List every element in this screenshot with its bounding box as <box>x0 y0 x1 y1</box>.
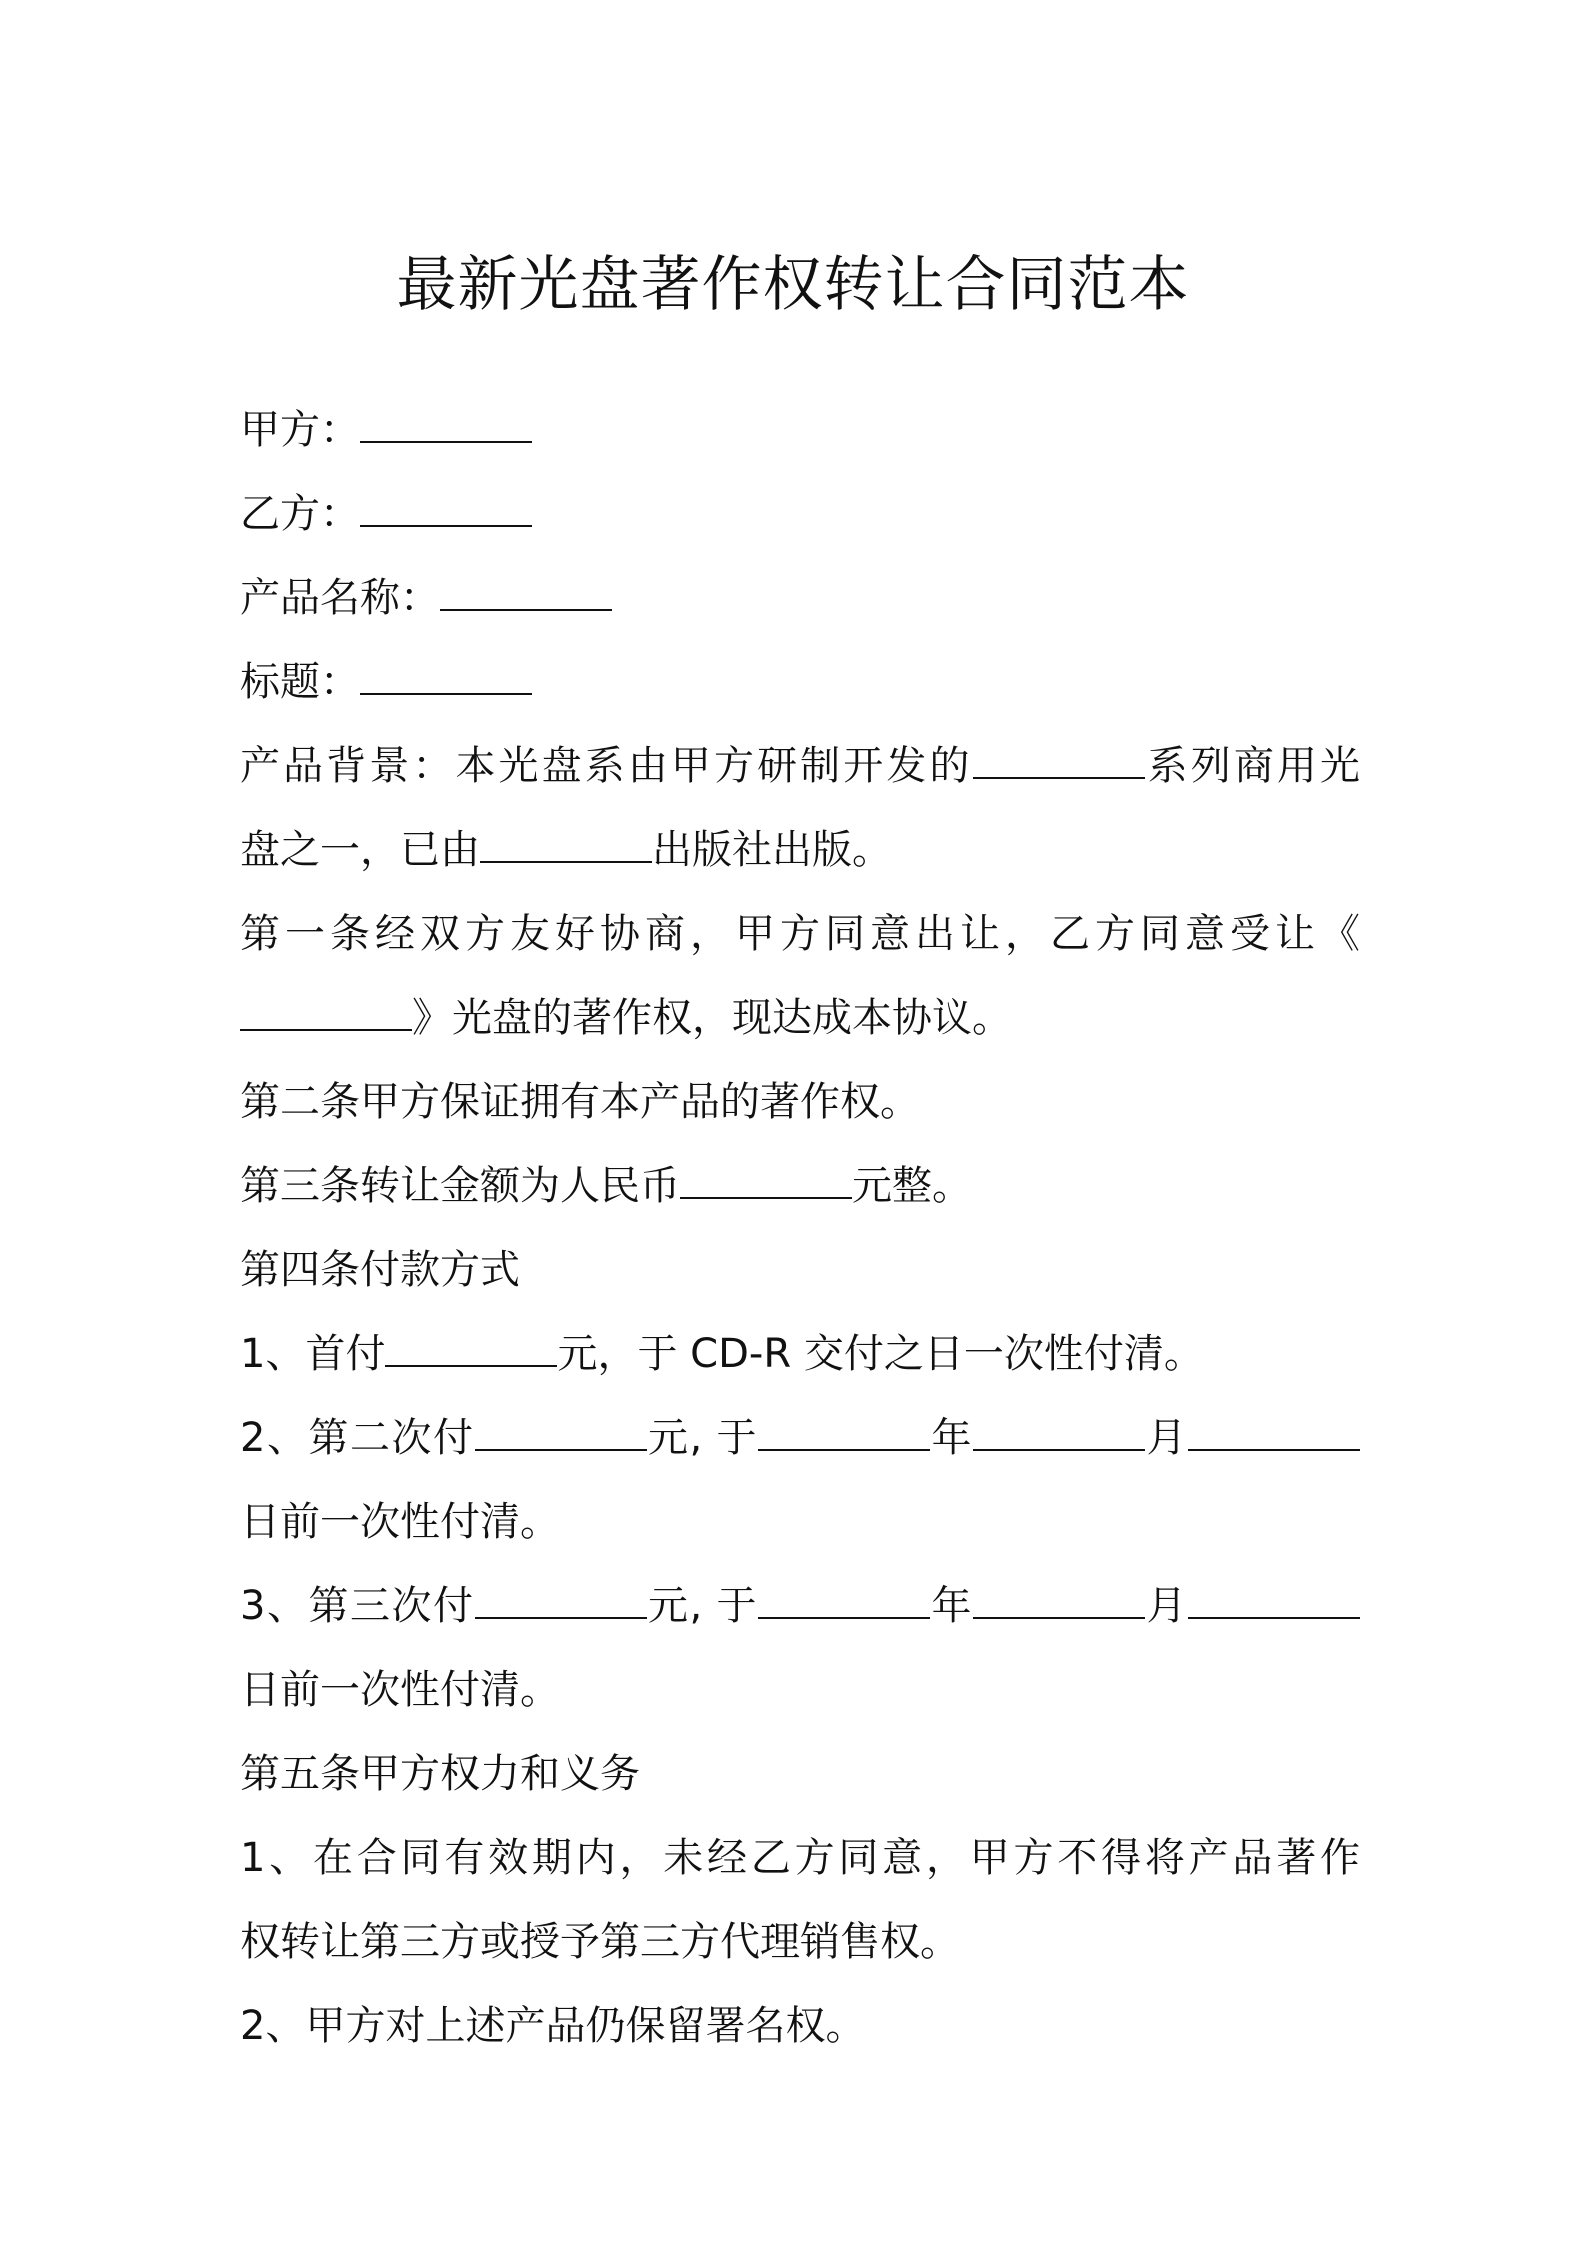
fill-in-blank <box>480 831 652 863</box>
paragraph-line: 1、在合同有效期内，未经乙方同意，甲方不得将产品著作 <box>240 1835 1360 1881</box>
paragraph-line: 2、第二次付 元, 于 年 月 <box>240 1396 1360 1480</box>
fill-in-blank <box>680 1167 852 1199</box>
fill-in-blank <box>475 1419 647 1451</box>
fill-in-blank <box>758 1419 930 1451</box>
fill-in-blank <box>385 1335 557 1367</box>
paragraph-line: 日前一次性付清。 <box>240 1499 560 1545</box>
fill-in-blank <box>440 579 612 611</box>
paragraph-line: 产品名称： <box>240 556 1360 640</box>
fill-in-blank <box>973 1419 1145 1451</box>
paragraph-line: 第一条经双方友好协商，甲方同意出让，乙方同意受让《 <box>240 911 1360 957</box>
paragraph-line: 3、第三次付 元, 于 年 月 <box>240 1564 1360 1648</box>
fill-in-blank <box>758 1587 930 1619</box>
paragraph-line: 日前一次性付清。 <box>240 1667 560 1713</box>
fill-in-blank <box>973 747 1145 779</box>
fill-in-blank <box>1188 1587 1360 1619</box>
fill-in-blank <box>973 1587 1145 1619</box>
paragraph-line: 第二条甲方保证拥有本产品的著作权。 <box>240 1079 920 1125</box>
paragraph-line: 盘之一，已由 出版社出版。 <box>240 827 892 873</box>
fill-in-blank <box>240 999 412 1031</box>
fill-in-blank <box>1188 1419 1360 1451</box>
document-body <box>240 388 1360 2068</box>
paragraph-line: 标题： <box>240 640 1360 724</box>
paragraph-line: 第五条甲方权力和义务 <box>240 1751 640 1797</box>
paragraph-line: 乙方： <box>240 472 1360 556</box>
fill-in-blank <box>475 1587 647 1619</box>
document-title: 最新光盘著作权转让合同范本 <box>396 250 1190 320</box>
fill-in-blank <box>360 663 532 695</box>
fill-in-blank <box>360 495 532 527</box>
fill-in-blank <box>360 411 532 443</box>
paragraph-line: 产品背景：本光盘系由甲方研制开发的 系列商用光 <box>240 743 1361 789</box>
paragraph-line: 2、甲方对上述产品仍保留署名权。 <box>240 2003 866 2049</box>
paragraph-line: 权转让第三方或授予第三方代理销售权。 <box>240 1919 960 1965</box>
paragraph-line: 1、首付 元，于 CD-R 交付之日一次性付清。 <box>240 1331 1204 1377</box>
paragraph-line: 甲方： <box>240 388 1360 472</box>
paragraph-line: 第四条付款方式 <box>240 1247 520 1293</box>
paragraph-line: 第三条转让金额为人民币 元整。 <box>240 1163 972 1209</box>
paragraph-line: 》光盘的著作权，现达成本协议。 <box>240 976 1360 1060</box>
